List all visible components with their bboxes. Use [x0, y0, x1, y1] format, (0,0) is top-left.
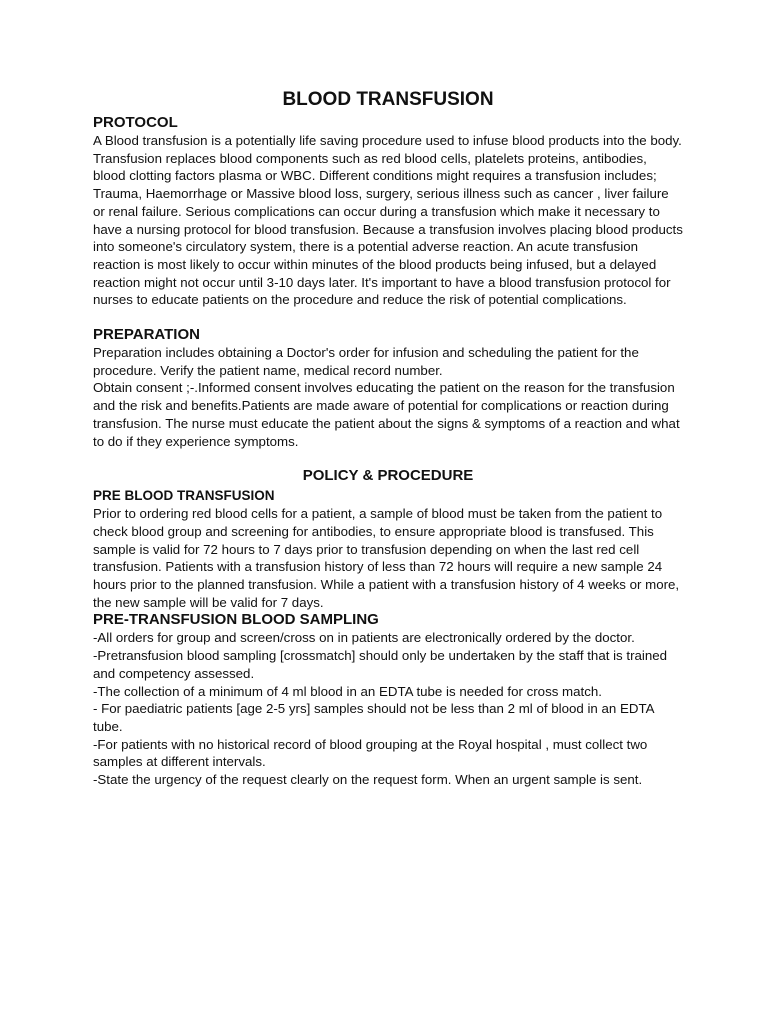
policy-heading: POLICY & PROCEDURE	[302, 467, 474, 485]
preparation-heading: PREPARATION	[93, 326, 200, 344]
sampling-heading: PRE-TRANSFUSION BLOOD SAMPLING	[93, 611, 379, 629]
sampling-item: -All orders for group and screen/cross on in patients are electronically ordered by the doctor.	[93, 630, 635, 646]
protocol-heading: PROTOCOL	[93, 114, 178, 131]
document-title: BLOOD TRANSFUSION	[282, 89, 494, 110]
sampling-item: -Pretransfusion blood sampling [crossmatch] should only be undertaken by the staff that is trained and competency assessed.	[93, 648, 668, 681]
sampling-item: -For patients with no historical record of blood grouping at the Royal hospital , must collect two samples at different intervals.	[93, 736, 648, 770]
protocol-paragraph-2: Trauma, Haemorrhage or Massive blood loss, surgery, serious illness such as cancer , liver failure or renal failure. Serious complications can occur during a transfusion which make it necessary to have a nursing protocol for blood transfusion. Because a transfusion involves placing blood products into someone's circulatory system, there is a potential adverse reaction. An acute transfusion reaction is most likely to occur within minutes of the blood products being infused, but a delayed reaction might not occur until 3-10 days later. It's important to have a blood transfusion protocol for nurses to educate patients on the procedure and reduce the risk of potential complications.	[93, 186, 683, 308]
pre-blood-transfusion-heading: PRE BLOOD TRANSFUSION	[93, 488, 275, 504]
document-body	[93, 88, 683, 789]
sampling-item: - For paediatric patients [age 2-5 yrs] samples should not be less than 2 ml of blood in an EDTA tube.	[93, 701, 654, 734]
preparation-paragraph-2: Obtain consent ;-.Informed consent involves educating the patient on the reason for the transfusion and the risk and benefits.Patients are made aware of potential for complications or reaction during transfusion. The nurse must educate the patient about the signs & symptoms of a reaction and what to do if they experience symptoms.	[93, 380, 680, 449]
pre-blood-transfusion-paragraph: Prior to ordering red blood cells for a patient, a sample of blood must be taken from the patient to check blood group and screening for antibodies, to ensure appropriate blood is transfused. This sample is valid for 72 hours to 7 days prior to transfusion depending on when the last red cell transfusion. Patients with a transfusion history of less than 72 hours will require a new sample 24 hours prior to the planned transfusion. While a patient with a transfusion history of 4 weeks or more, the new sample will be valid for 7 days.	[93, 506, 680, 610]
sampling-item: -The collection of a minimum of 4 ml blood in an EDTA tube is needed for cross match.	[93, 683, 602, 699]
sampling-item: -State the urgency of the request clearly on the request form. When an urgent sample is sent.	[93, 772, 643, 788]
preparation-paragraph-1: Preparation includes obtaining a Doctor's order for infusion and scheduling the patient for the procedure. Verify the patient name, medical record number.	[93, 345, 639, 378]
protocol-paragraph-1: A Blood transfusion is a potentially life saving procedure used to infuse blood products into the body. Transfusion replaces blood components such as red blood cells, platelets proteins, antibodies, blood clotting factors plasma or WBC. Different conditions might requires a transfusion includes;	[93, 133, 682, 184]
